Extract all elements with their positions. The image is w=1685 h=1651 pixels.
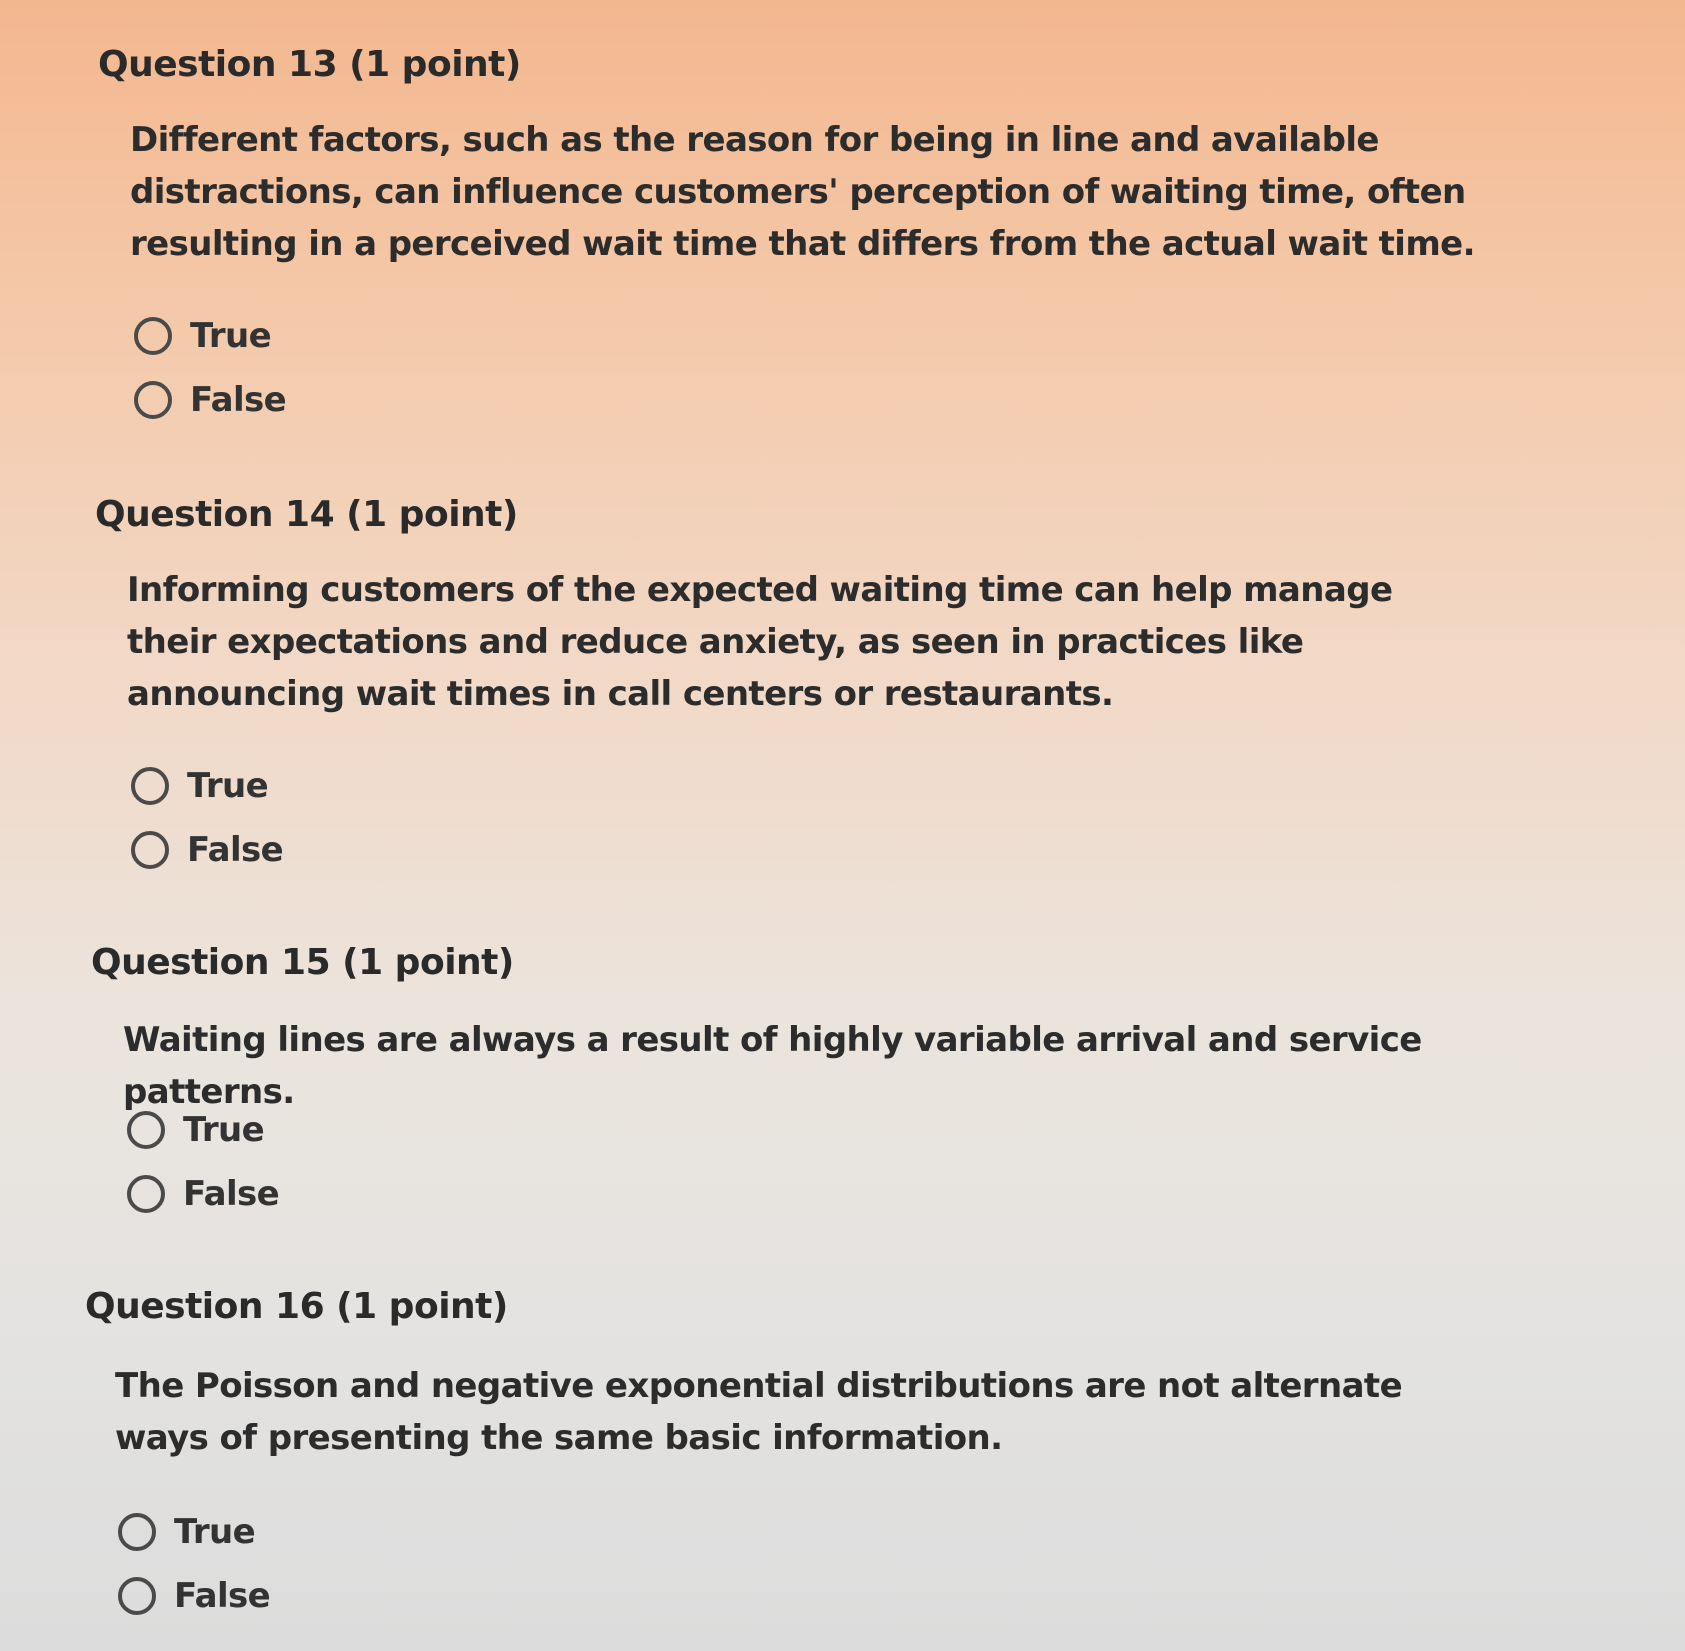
question-14-option-true[interactable] [131, 766, 268, 806]
radio-button[interactable] [118, 1513, 156, 1551]
question-14-text: Informing customers of the expected waiting time can help manage their expectations and reduce anxiety, as seen in practices like announcing wait times in call centers or restaurants. [127, 570, 1393, 714]
option-label: False [183, 1174, 280, 1214]
question-16-option-false[interactable] [118, 1576, 270, 1616]
option-label: True [190, 316, 272, 356]
question-15-option-false[interactable] [127, 1174, 279, 1214]
radio-button[interactable] [127, 1111, 165, 1149]
radio-button[interactable] [118, 1577, 156, 1615]
question-14-option-false[interactable] [131, 830, 283, 870]
radio-button[interactable] [134, 317, 172, 355]
question-15-text: Waiting lines are always a result of highly variable arrival and service patterns. [123, 1020, 1422, 1112]
radio-button[interactable] [134, 381, 172, 419]
option-label: False [190, 380, 287, 420]
question-15-option-true[interactable] [127, 1110, 264, 1150]
question-14-title: Question 14 (1 point) [95, 494, 518, 535]
question-16-option-true[interactable] [118, 1512, 255, 1552]
option-label: False [174, 1576, 271, 1616]
option-label: True [183, 1110, 265, 1150]
radio-button[interactable] [131, 831, 169, 869]
option-label: False [187, 830, 284, 870]
question-13-option-false[interactable] [134, 380, 286, 420]
option-label: True [174, 1512, 256, 1552]
option-label: True [187, 766, 269, 806]
question-13-text: Different factors, such as the reason for being in line and available distractions, can influence customers' perception of waiting time, often resulting in a perceived wait time that differs from the actual wait time. [130, 120, 1475, 264]
question-13-title: Question 13 (1 point) [98, 44, 521, 85]
radio-button[interactable] [127, 1175, 165, 1213]
question-16-text: The Poisson and negative exponential distributions are not alternate ways of presenting the same basic information. [115, 1366, 1403, 1458]
question-15-title: Question 15 (1 point) [91, 942, 514, 983]
radio-button[interactable] [131, 767, 169, 805]
question-16-title: Question 16 (1 point) [85, 1286, 508, 1327]
question-13-option-true[interactable] [134, 316, 271, 356]
